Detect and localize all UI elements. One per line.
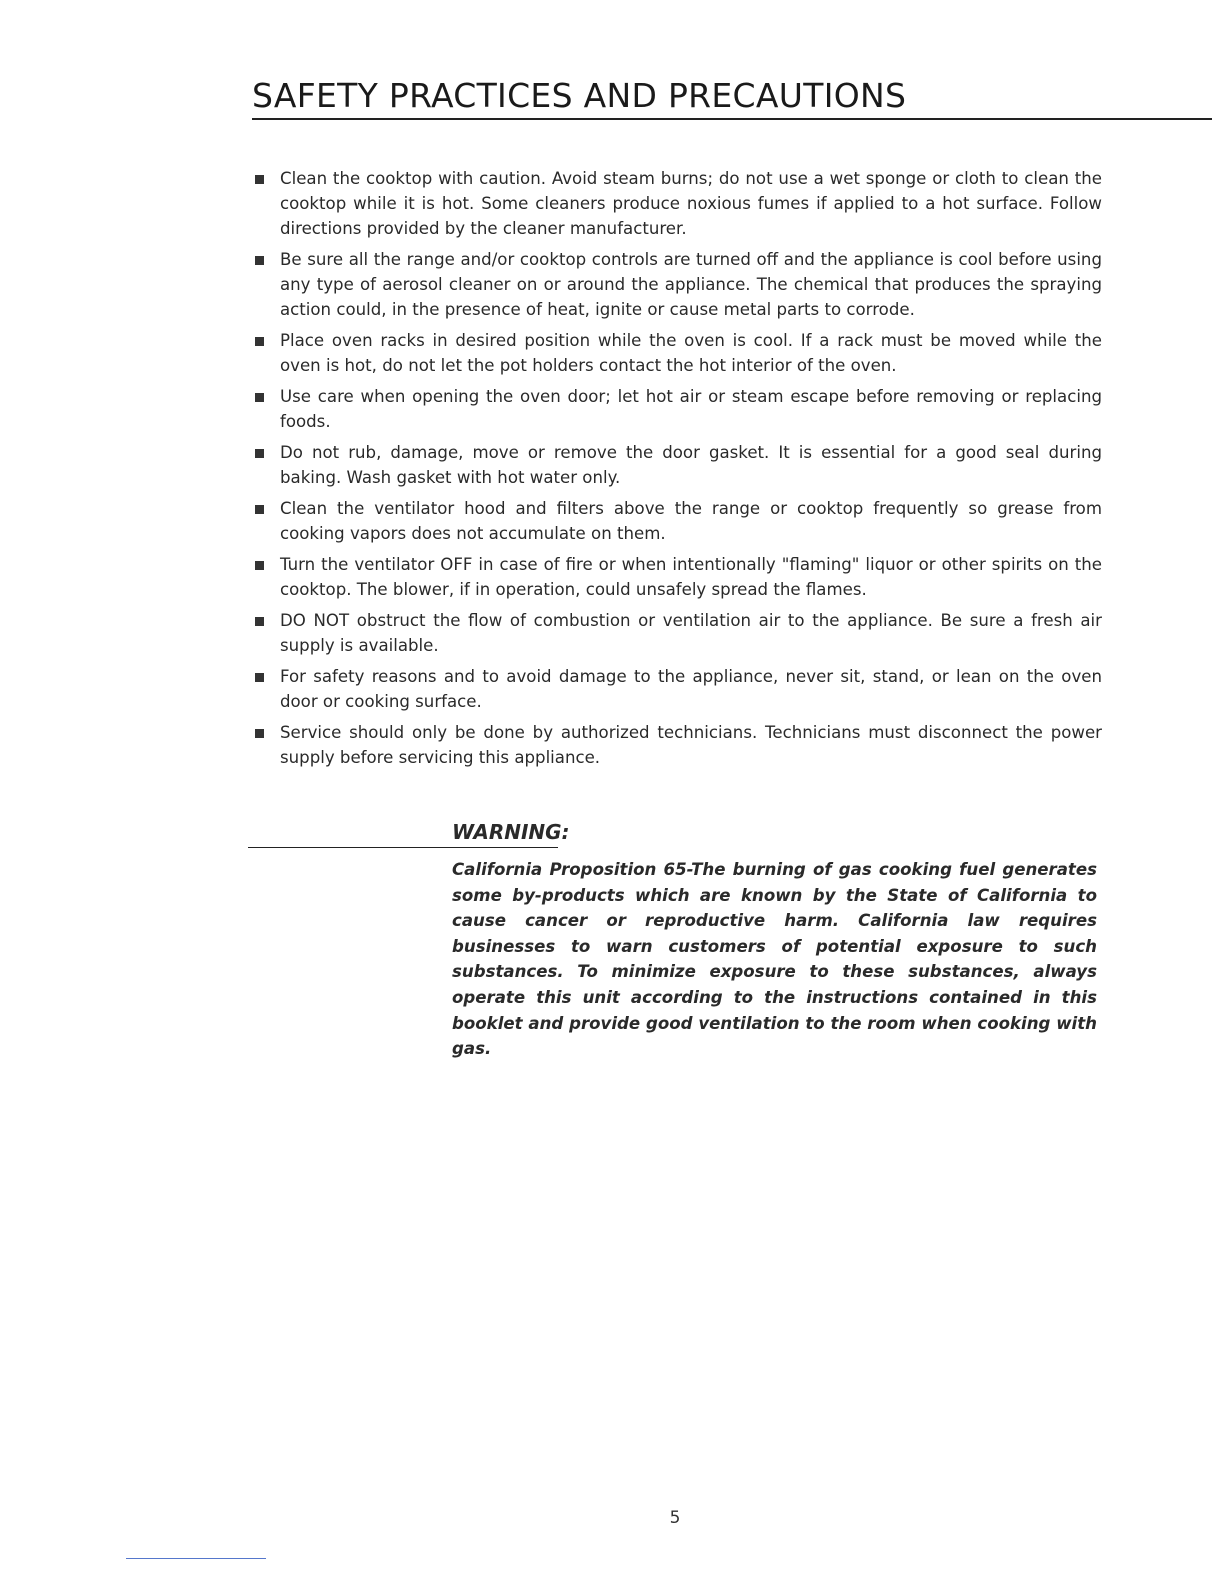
square-bullet-icon <box>255 337 264 346</box>
list-item <box>252 720 1102 770</box>
list-item <box>252 664 1102 714</box>
list-item <box>252 328 1102 378</box>
page-number: 5 <box>669 1508 681 1528</box>
list-item-text: Clean the cooktop with caution. Avoid steam burns; do not use a wet sponge or cloth to clean the cooktop while it is hot. Some cleaners produce noxious fumes if applied to a hot surface. Follow directions provided by the cleaner manufacturer. <box>280 169 1102 238</box>
list-item <box>252 608 1102 658</box>
square-bullet-icon <box>255 449 264 458</box>
square-bullet-icon <box>255 729 264 738</box>
title-underline <box>252 76 1212 120</box>
list-item-text: Place oven racks in desired position while the oven is cool. If a rack must be moved while the oven is hot, do not let the pot holders contact the hot interior of the oven. <box>280 331 1102 375</box>
square-bullet-icon <box>255 673 264 682</box>
list-item-text: DO NOT obstruct the flow of combustion or ventilation air to the appliance. Be sure a fresh air supply is available. <box>280 611 1102 655</box>
warning-heading: WARNING: <box>452 820 570 844</box>
square-bullet-icon <box>255 617 264 626</box>
square-bullet-icon <box>255 175 264 184</box>
list-item-text: For safety reasons and to avoid damage to the appliance, never sit, stand, or lean on the oven door or cooking surface. <box>280 667 1102 711</box>
square-bullet-icon <box>255 393 264 402</box>
list-item <box>252 496 1102 546</box>
list-item-text: Do not rub, damage, move or remove the door gasket. It is essential for a good seal during baking. Wash gasket with hot water only. <box>280 443 1102 487</box>
list-item-text: Service should only be done by authorized technicians. Technicians must disconnect the power supply before servicing this appliance. <box>280 723 1102 767</box>
square-bullet-icon <box>255 256 264 265</box>
list-item <box>252 166 1102 241</box>
list-item-text: Be sure all the range and/or cooktop controls are turned off and the appliance is cool before using any type of aerosol cleaner on or around the appliance. The chemical that produces the spraying action could, in the presence of heat, ignite or cause metal parts to corrode. <box>280 250 1102 319</box>
footer-rule <box>126 1558 266 1559</box>
list-item <box>252 384 1102 434</box>
precautions-list <box>252 166 1102 776</box>
square-bullet-icon <box>255 561 264 570</box>
list-item-text: Use care when opening the oven door; let hot air or steam escape before removing or replacing foods. <box>280 387 1102 431</box>
square-bullet-icon <box>255 505 264 514</box>
list-item-text: Turn the ventilator OFF in case of fire or when intentionally "flaming" liquor or other spirits on the cooktop. The blower, if in operation, could unsafely spread the flames. <box>280 555 1102 599</box>
list-item <box>252 440 1102 490</box>
list-item <box>252 552 1102 602</box>
list-item <box>252 247 1102 322</box>
list-item-text: Clean the ventilator hood and filters above the range or cooktop frequently so grease from cooking vapors does not accumulate on them. <box>280 499 1102 543</box>
warning-text: California Proposition 65-The burning of gas cooking fuel generates some by-products which are known by the State of California to cause cancer or reproductive harm. California law requires businesses to warn customers of potential exposure to such substances. To minimize exposure to these substances, always operate this unit according to the instructions contained in this booklet and provide good ventilation to the room when cooking with gas. <box>452 860 1097 1059</box>
page-title: SAFETY PRACTICES AND PRECAUTIONS <box>252 76 907 115</box>
warning-rule <box>248 847 558 848</box>
